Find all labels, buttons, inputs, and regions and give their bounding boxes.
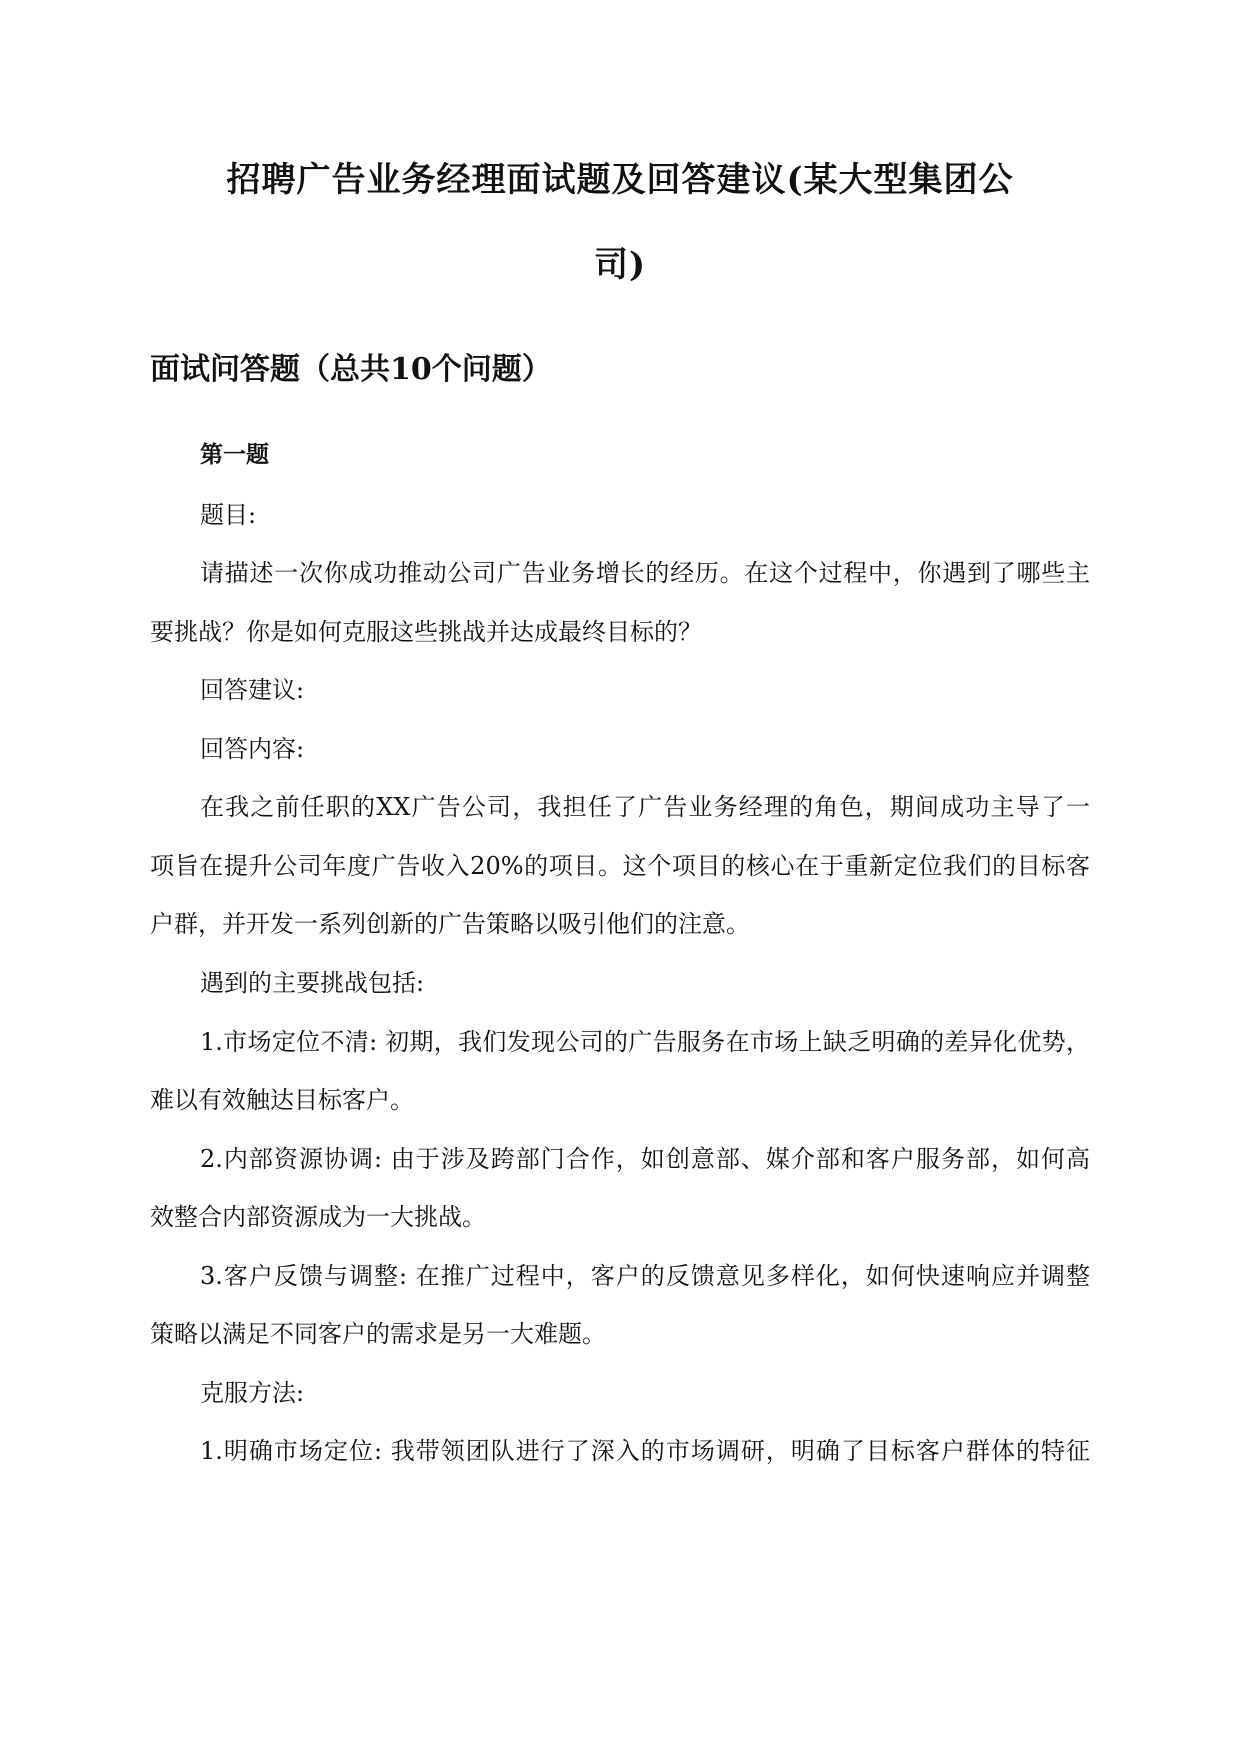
document-title-line-2: 司) (593, 245, 647, 285)
paragraph-line: 难以有效触达目标客户。 (150, 1086, 414, 1114)
section-heading: 面试问答题（总共10个问题） (150, 352, 552, 387)
paragraph-line: 效整合内部资源成为一大挑战。 (150, 1203, 486, 1231)
paragraph-line: 策略以满足不同客户的需求是另一大难题。 (150, 1320, 606, 1348)
paragraph-line: 3.客户反馈与调整: 在推广过程中，客户的反馈意见多样化，如何快速响应并调整 (200, 1262, 1090, 1290)
paragraph-line: 1.市场定位不清: 初期，我们发现公司的广告服务在市场上缺乏明确的差异化优势， (200, 1028, 1090, 1056)
paragraph-line: 回答建议: (200, 676, 305, 704)
paragraph-line: 回答内容: (200, 735, 305, 763)
paragraph-line: 2.内部资源协调: 由于涉及跨部门合作，如创意部、媒介部和客户服务部，如何高 (200, 1145, 1090, 1173)
question-heading: 第一题 (200, 441, 269, 468)
paragraph-line: 请描述一次你成功推动公司广告业务增长的经历。在这个过程中，你遇到了哪些主 (200, 559, 1090, 587)
paragraph-line: 项旨在提升公司年度广告收入20%的项目。这个项目的核心在于重新定位我们的目标客 (150, 852, 1090, 880)
paragraph-line: 题目: (200, 501, 257, 529)
document-title-line-1: 招聘广告业务经理面试题及回答建议(某大型集团公 (226, 160, 1014, 200)
paragraph-line: 要挑战？你是如何克服这些挑战并达成最终目标的？ (150, 618, 702, 646)
paragraph-line: 克服方法: (200, 1379, 305, 1407)
paragraph-line: 户群，并开发一系列创新的广告策略以吸引他们的注意。 (150, 910, 750, 938)
paragraph-line: 遇到的主要挑战包括: (200, 969, 425, 997)
paragraph-line: 1.明确市场定位: 我带领团队进行了深入的市场调研，明确了目标客户群体的特征 (200, 1437, 1090, 1465)
paragraph-line: 在我之前任职的XX广告公司，我担任了广告业务经理的角色，期间成功主导了一 (200, 793, 1090, 821)
